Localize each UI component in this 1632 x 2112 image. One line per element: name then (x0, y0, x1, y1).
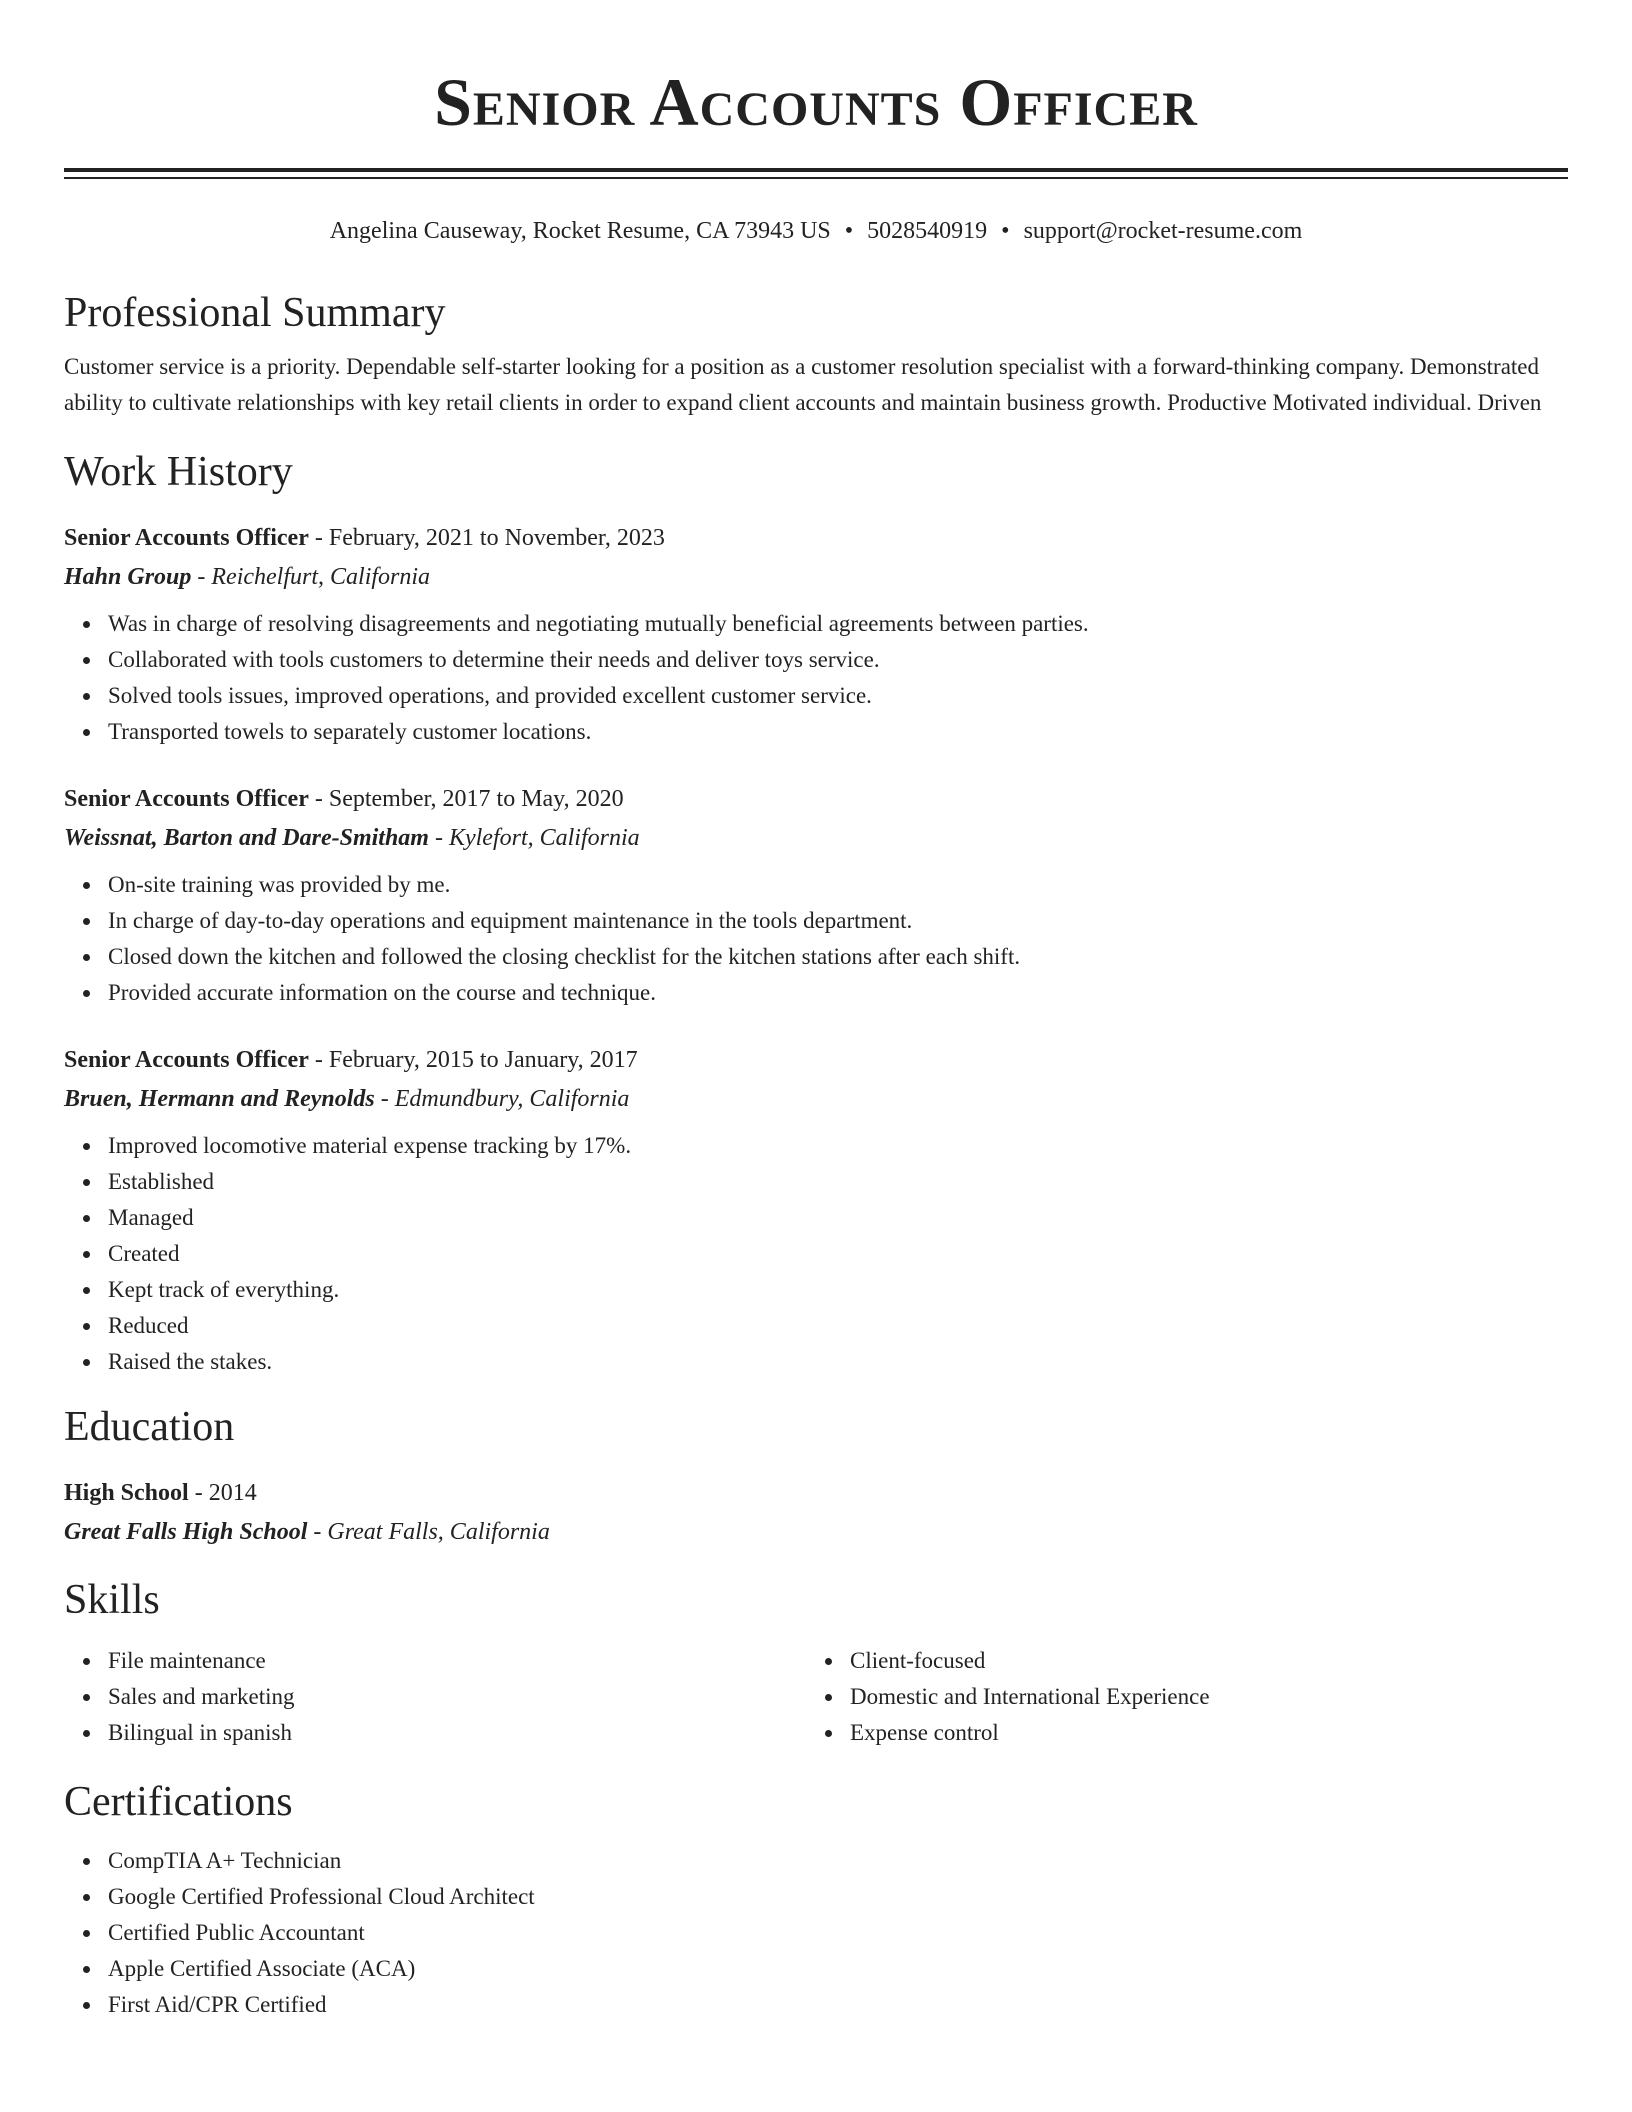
job-bullet: Improved locomotive material expense tracking by 17%. (108, 1128, 1568, 1164)
title-rule-thin (64, 177, 1568, 179)
job-bullet: Reduced (108, 1308, 1568, 1344)
job-bullet: On-site training was provided by me. (108, 867, 1568, 903)
job-bullet: Closed down the kitchen and followed the closing checklist for the kitchen stations after each shift. (108, 939, 1568, 975)
title-rule-thick (64, 168, 1568, 172)
education-section (64, 1402, 1568, 1547)
contact-separator: • (1001, 218, 1010, 244)
education-location: - Great Falls, California (307, 1519, 550, 1545)
education-year: - 2014 (188, 1480, 257, 1506)
job-bullet: Established (108, 1164, 1568, 1200)
job-company: Bruen, Hermann and Reynolds (64, 1086, 375, 1112)
job-entry (64, 784, 1568, 1011)
contact-phone: 5028540919 (867, 218, 988, 244)
job-role: Senior Accounts Officer (64, 1047, 309, 1073)
education-entry (64, 1478, 1568, 1547)
skill-item: Client-focused (850, 1643, 1548, 1679)
certification-item: First Aid/CPR Certified (108, 1987, 1568, 2023)
education-degree: High School (64, 1480, 189, 1506)
skill-item: Domestic and International Experience (850, 1679, 1548, 1715)
job-title-line (64, 784, 1568, 814)
job-employer-line (64, 823, 1568, 853)
job-location: - Kylefort, California (428, 825, 640, 851)
education-degree-line (64, 1478, 1568, 1508)
job-dates: - February, 2015 to January, 2017 (308, 1047, 638, 1073)
certifications-section (64, 1777, 1568, 2023)
contact-separator: • (844, 218, 854, 244)
skills-columns (64, 1643, 1568, 1751)
job-bullets (64, 867, 1568, 1011)
job-role: Senior Accounts Officer (64, 786, 309, 812)
skills-column-left (64, 1643, 806, 1751)
job-bullet: Raised the stakes. (108, 1344, 1568, 1380)
certifications-heading: Certifications (64, 1779, 293, 1825)
education-school: Great Falls High School (64, 1519, 308, 1545)
job-employer-line (64, 562, 1568, 592)
education-heading: Education (64, 1404, 235, 1450)
work-history-heading: Work History (64, 449, 293, 495)
job-bullet: Created (108, 1236, 1568, 1272)
job-title-line (64, 523, 1568, 553)
job-dates: - September, 2017 to May, 2020 (308, 786, 624, 812)
job-entry (64, 523, 1568, 750)
job-role: Senior Accounts Officer (64, 525, 309, 551)
skill-item: Bilingual in spanish (108, 1715, 806, 1751)
education-school-line (64, 1517, 1568, 1547)
job-bullet: Kept track of everything. (108, 1272, 1568, 1308)
job-title-line (64, 1045, 1568, 1075)
summary-heading: Professional Summary (64, 290, 446, 336)
job-location: - Edmundbury, California (374, 1086, 630, 1112)
skill-item: Sales and marketing (108, 1679, 806, 1715)
certification-item: CompTIA A+ Technician (108, 1843, 1568, 1879)
skill-item: Expense control (850, 1715, 1548, 1751)
summary-text: Customer service is a priority. Dependable self-starter looking for a position as a customer resolution specialist with a forward-thinking company. Demonstrated ability to cultivate relationships with key retail clients in order to expand client accounts and maintain business growth. Productive Motivated individual. Driven (64, 354, 1542, 415)
job-dates: - February, 2021 to November, 2023 (308, 525, 665, 551)
job-bullets (64, 606, 1568, 750)
job-bullet: Was in charge of resolving disagreements and negotiating mutually beneficial agreements between parties. (108, 606, 1568, 642)
job-bullets (64, 1128, 1568, 1380)
job-bullet: In charge of day-to-day operations and equipment maintenance in the tools department. (108, 903, 1568, 939)
job-bullet: Provided accurate information on the course and technique. (108, 975, 1568, 1011)
work-history-section (64, 447, 1568, 1380)
job-entry (64, 1045, 1568, 1380)
resume-content (64, 0, 1568, 2023)
skill-item: File maintenance (108, 1643, 806, 1679)
job-employer-line (64, 1084, 1568, 1114)
certifications-list (64, 1843, 1568, 2023)
job-bullet: Transported towels to separately customer locations. (108, 714, 1568, 750)
job-bullet: Solved tools issues, improved operations, and provided excellent customer service. (108, 678, 1568, 714)
job-company: Hahn Group (64, 564, 192, 590)
contact-line (64, 216, 1568, 246)
summary-section (64, 288, 1568, 421)
resume-title: Senior Accounts Officer (434, 64, 1198, 140)
certification-item: Certified Public Accountant (108, 1915, 1568, 1951)
skills-column-right (806, 1643, 1548, 1751)
job-location: - Reichelfurt, California (191, 564, 431, 590)
certification-item: Google Certified Professional Cloud Architect (108, 1879, 1568, 1915)
skills-heading: Skills (64, 1577, 160, 1623)
job-bullet: Collaborated with tools customers to determine their needs and deliver toys service. (108, 642, 1568, 678)
certification-item: Apple Certified Associate (ACA) (108, 1951, 1568, 1987)
job-company: Weissnat, Barton and Dare-Smitham (64, 825, 429, 851)
skills-section (64, 1575, 1568, 1751)
contact-email: support@rocket-resume.com (1023, 218, 1303, 244)
job-bullet: Managed (108, 1200, 1568, 1236)
contact-address: Angelina Causeway, Rocket Resume, CA 73943 US (329, 218, 831, 244)
